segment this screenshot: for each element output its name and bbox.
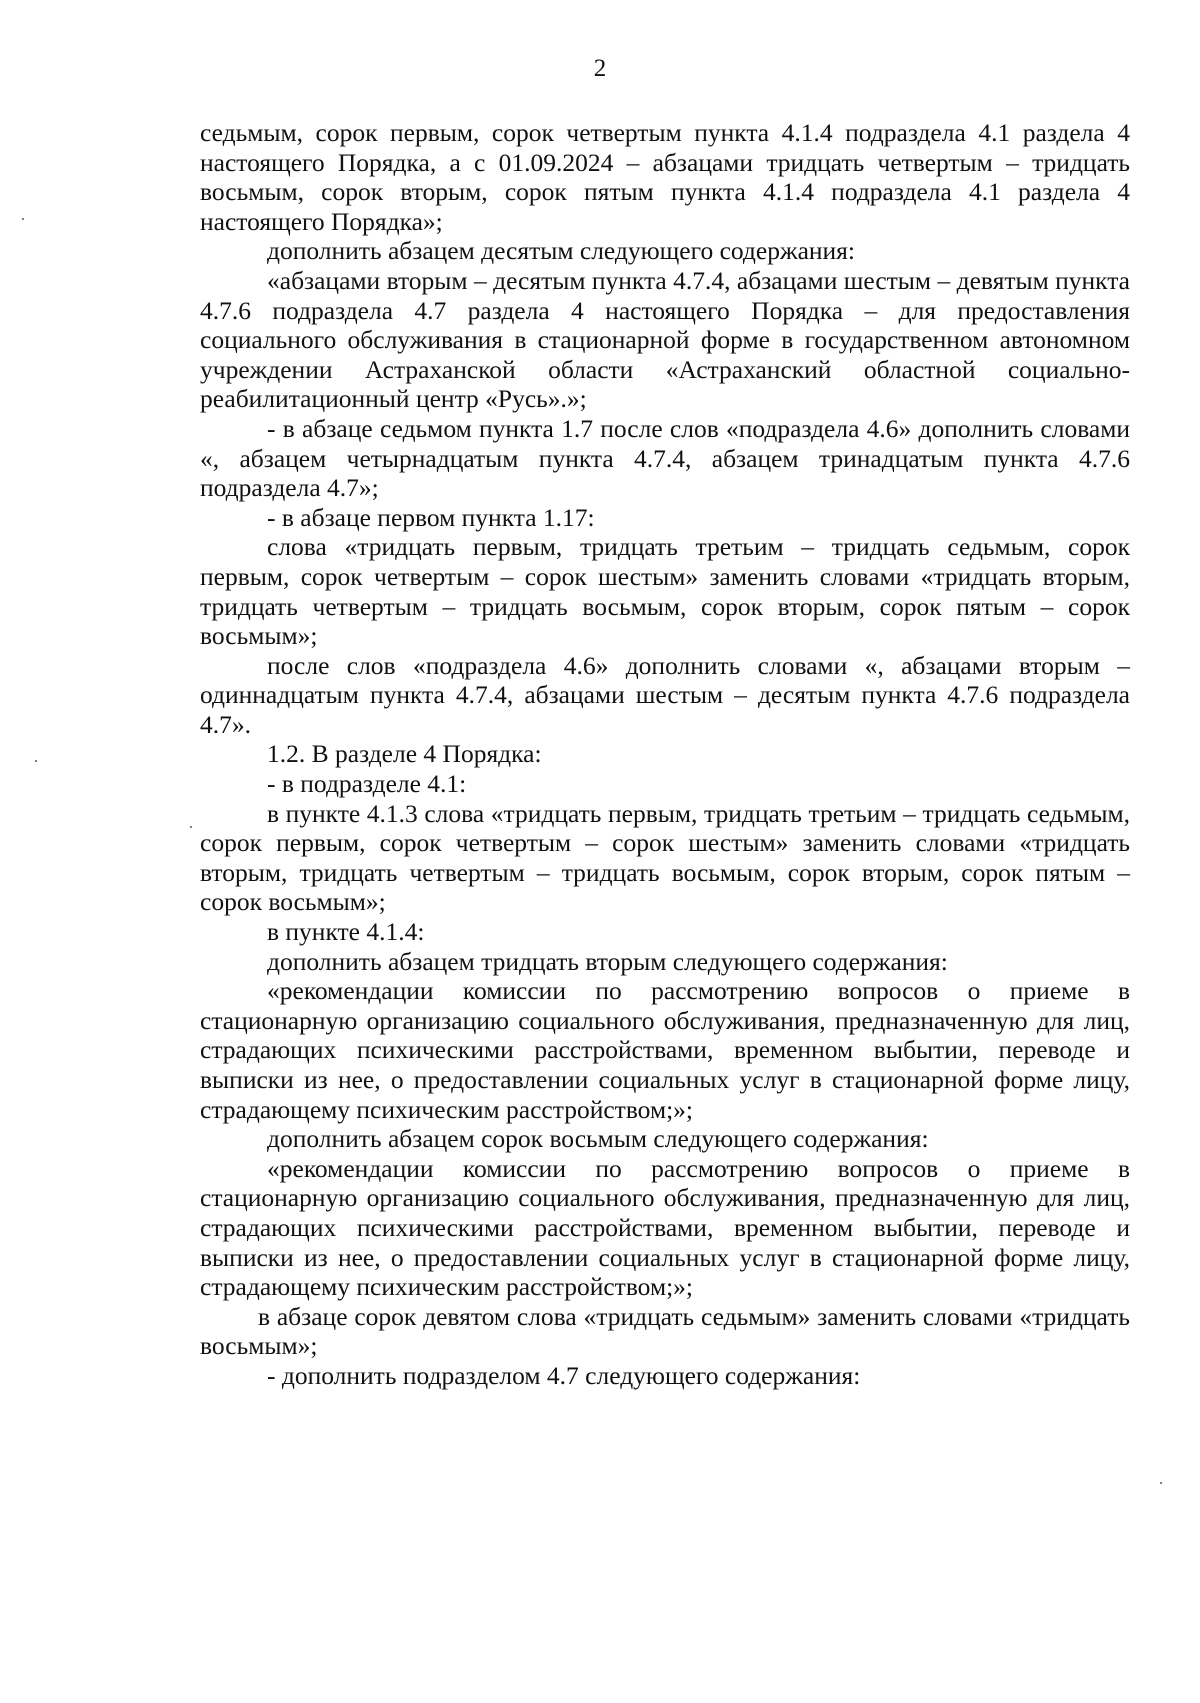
scan-speck (190, 826, 192, 828)
scan-speck (35, 760, 37, 762)
paragraph: «абзацами вторым – десятым пункта 4.7.4, абзацами шестым – девятым пункта 4.7.6 подраздела 4.7 раздела 4 настоящего Порядка – для предоставления социального обслуживания в стационарной форме в государственном автономном учреждении Астраханской области «Астраханский областной социально-реабилитационный центр «Русь».»; (200, 265, 1130, 414)
paragraph: - в абзаце первом пункта 1.17: (267, 502, 595, 532)
scan-speck (22, 218, 24, 220)
paragraph: в абзаце сорок девятом слова «тридцать седьмым» заменить словами «тридцать восьмым»; (200, 1301, 1130, 1361)
paragraph: в пункте 4.1.3 слова «тридцать первым, тридцать третьим – тридцать седьмым, сорок первым, сорок четвертым – сорок шестым» заменить словами «тридцать вторым, тридцать четвертым – тридцать восьмым, сорок вторым, сорок пятым – сорок восьмым»; (200, 798, 1130, 917)
page-number: 2 (593, 55, 607, 82)
paragraph: «рекомендации комиссии по рассмотрению вопросов о приеме в стационарную организацию социального обслуживания, предназначенную для лиц, страдающих психическими расстройствами, временном выбытии, переводе и выписки из нее, о предоставлении социальных услуг в стационарной форме лицу, страдающему психическим расстройством;»; (200, 1153, 1130, 1302)
paragraph: седьмым, сорок первым, сорок четвертым пункта 4.1.4 подраздела 4.1 раздела 4 настоящего Порядка, а с 01.09.2024 – абзацами тридцать четвертым – тридцать восьмым, сорок вторым, сорок пятым пункта 4.1.4 подраздела 4.1 раздела 4 настоящего Порядка»; (200, 118, 1130, 236)
paragraph: дополнить абзацем сорок восьмым следующего содержания: (267, 1124, 929, 1154)
paragraph: «рекомендации комиссии по рассмотрению вопросов о приеме в стационарную организацию социального обслуживания, предназначенную для лиц, страдающих психическими расстройствами, временном выбытии, переводе и выписки из нее, о предоставлении социальных услуг в стационарной форме лицу, страдающему психическим расстройством;»; (200, 976, 1130, 1124)
paragraph: после слов «подраздела 4.6» дополнить словами «, абзацами вторым – одиннадцатым пункта 4.7.4, абзацами шестым – десятым пункта 4.7.6 подраздела 4.7». (200, 650, 1130, 739)
paragraph: в пункте 4.1.4: (267, 917, 425, 947)
paragraph: - в подразделе 4.1: (267, 769, 467, 799)
document-body (200, 118, 1130, 1391)
paragraph: - дополнить подразделом 4.7 следующего содержания: (267, 1360, 861, 1390)
scan-speck (1160, 1482, 1162, 1484)
paragraph: 1.2. В разделе 4 Порядка: (267, 739, 542, 769)
paragraph: слова «тридцать первым, тридцать третьим – тридцать седьмым, сорок первым, сорок четвертым – сорок шестым» заменить словами «тридцать вторым, тридцать четвертым – тридцать восьмым, сорок вторым, сорок пятым – сорок восьмым»; (200, 532, 1130, 651)
paragraph: дополнить абзацем десятым следующего содержания: (267, 236, 855, 266)
paragraph: дополнить абзацем тридцать вторым следующего содержания: (267, 946, 948, 976)
paragraph: - в абзаце седьмом пункта 1.7 после слов «подраздела 4.6» дополнить словами «, абзацем четырнадцатым пункта 4.7.4, абзацем тринадцатым пункта 4.7.6 подраздела 4.7»; (200, 413, 1130, 503)
